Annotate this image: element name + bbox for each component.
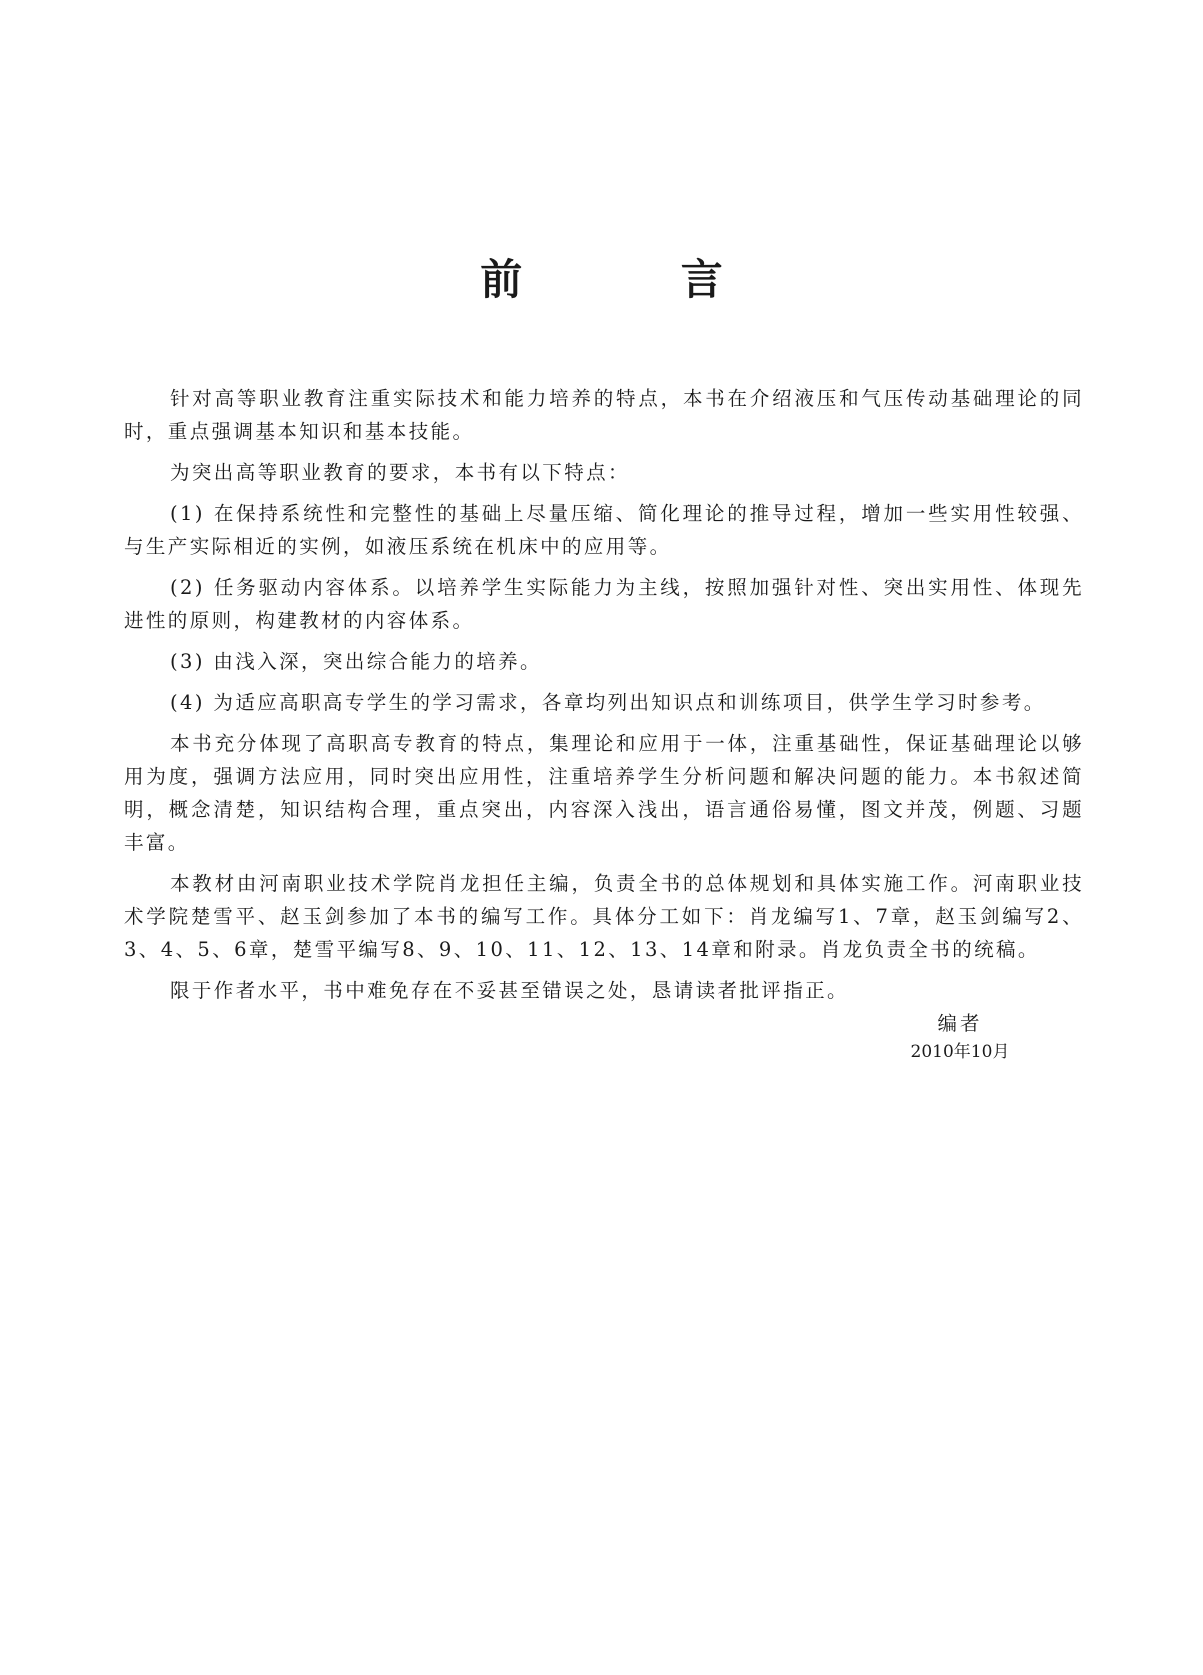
signature-author: 编者 xyxy=(937,1012,983,1035)
signature-block xyxy=(880,1010,1040,1066)
paragraph-closing: 限于作者水平，书中难免存在不妥甚至错误之处，恳请读者批评指正。 xyxy=(170,979,849,1002)
paragraph-summary: 本书充分体现了高职高专教育的特点，集理论和应用于一体，注重基础性，保证基础理论以够用为度，强调方法应用，同时突出应用性，注重培养学生分析问题和解决问题的能力。本书叙述简明，概念清楚，知识结构合理，重点突出，内容深入浅出，语言通俗易懂，图文并茂，例题、习题丰富。 xyxy=(124,732,1084,854)
paragraph-features-lead: 为突出高等职业教育的要求，本书有以下特点： xyxy=(170,461,630,484)
page-title: 前 言 xyxy=(480,255,795,304)
paragraph-intro: 针对高等职业教育注重实际技术和能力培养的特点，本书在介绍液压和气压传动基础理论的同时，重点强调基本知识和基本技能。 xyxy=(124,387,1084,443)
preface-body xyxy=(124,382,1084,1015)
paragraph-feature-3: (3) 由浅入深，突出综合能力的培养。 xyxy=(170,650,542,673)
paragraph-authors: 本教材由河南职业技术学院肖龙担任主编，负责全书的总体规划和具体实施工作。河南职业技术学院楚雪平、赵玉剑参加了本书的编写工作。具体分工如下：肖龙编写1、7章，赵玉剑编写2、3、4、5、6章，楚雪平编写8、9、10、11、12、13、14章和附录。肖龙负责全书的统稿。 xyxy=(124,872,1084,961)
signature-date: 2010年10月 xyxy=(910,1042,1010,1062)
paragraph-feature-4: (4) 为适应高职高专学生的学习需求，各章均列出知识点和训练项目，供学生学习时参考。 xyxy=(170,691,1046,714)
paragraph-feature-2: (2) 任务驱动内容体系。以培养学生实际能力为主线，按照加强针对性、突出实用性、体现先进性的原则，构建教材的内容体系。 xyxy=(124,576,1084,632)
paragraph-feature-1: (1) 在保持系统性和完整性的基础上尽量压缩、简化理论的推导过程，增加一些实用性较强、与生产实际相近的实例，如液压系统在机床中的应用等。 xyxy=(124,502,1084,558)
